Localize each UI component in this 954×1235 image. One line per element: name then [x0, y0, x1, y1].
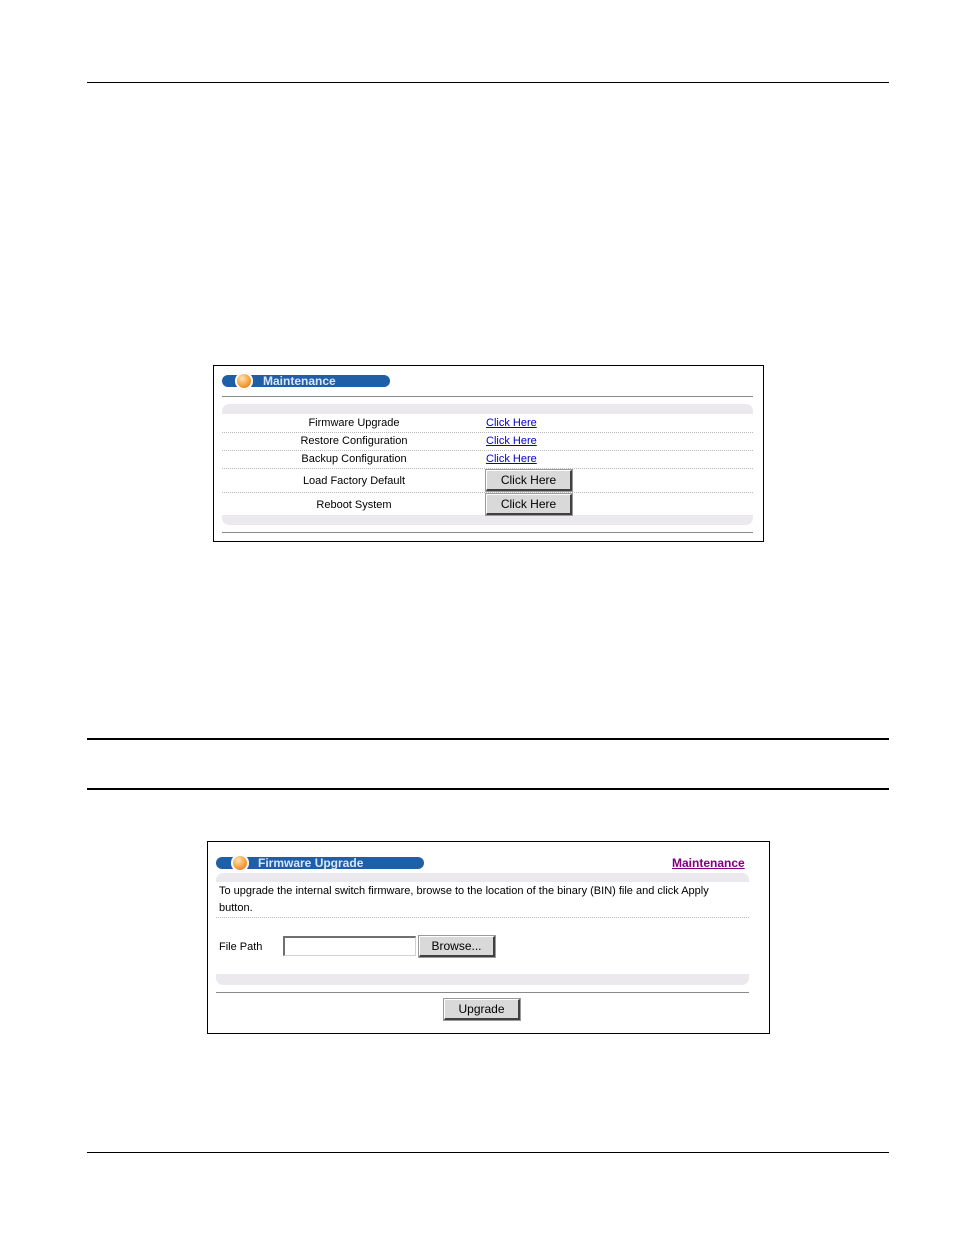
description-line-1: To upgrade the internal switch firmware, browse to the location of the binary (BIN) file and click Apply	[219, 885, 709, 897]
firmware-upgrade-panel	[207, 841, 770, 1034]
maintenance-table	[222, 414, 753, 515]
firmware-bottom-separator	[216, 992, 749, 993]
orb-icon	[231, 854, 249, 872]
firmware-form	[216, 882, 749, 974]
backup-configuration-link[interactable]: Click Here	[486, 453, 537, 465]
row-label: Reboot System	[316, 499, 392, 511]
form-divider	[216, 917, 749, 918]
file-path-input[interactable]	[283, 936, 416, 956]
maintenance-title-bar	[222, 375, 390, 387]
row-label: Firmware Upgrade	[308, 417, 400, 429]
table-row	[222, 451, 753, 469]
browse-button[interactable]: Browse...	[419, 936, 495, 957]
upgrade-button[interactable]: Upgrade	[444, 999, 520, 1020]
firmware-description	[219, 883, 744, 917]
row-label: Backup Configuration	[301, 453, 407, 465]
bottom-separator	[222, 532, 753, 533]
firmware-form-frame	[216, 873, 749, 985]
maintenance-panel	[213, 365, 764, 542]
orb-icon	[235, 372, 253, 390]
reboot-system-button[interactable]: Click Here	[486, 494, 572, 515]
maintenance-table-frame	[222, 404, 753, 525]
table-row	[222, 433, 753, 451]
firmware-title-bar	[216, 857, 424, 869]
page-top-rule	[87, 82, 889, 83]
table-row	[222, 414, 753, 433]
load-factory-default-button[interactable]: Click Here	[486, 470, 572, 491]
restore-configuration-link[interactable]: Click Here	[486, 435, 537, 447]
table-row	[222, 493, 753, 515]
section-rule-top	[87, 738, 889, 740]
table-row	[222, 469, 753, 493]
title-separator	[222, 396, 753, 397]
maintenance-title: Maintenance	[263, 374, 336, 388]
page-bottom-rule	[87, 1152, 889, 1153]
firmware-title: Firmware Upgrade	[258, 856, 364, 870]
row-label: Restore Configuration	[300, 435, 408, 447]
maintenance-link[interactable]: Maintenance	[672, 856, 745, 870]
firmware-upgrade-link[interactable]: Click Here	[486, 417, 537, 429]
description-line-2: button.	[219, 902, 253, 914]
row-label: Load Factory Default	[302, 475, 406, 487]
section-rule-bottom	[87, 788, 889, 790]
file-path-label: File Path	[219, 941, 263, 953]
